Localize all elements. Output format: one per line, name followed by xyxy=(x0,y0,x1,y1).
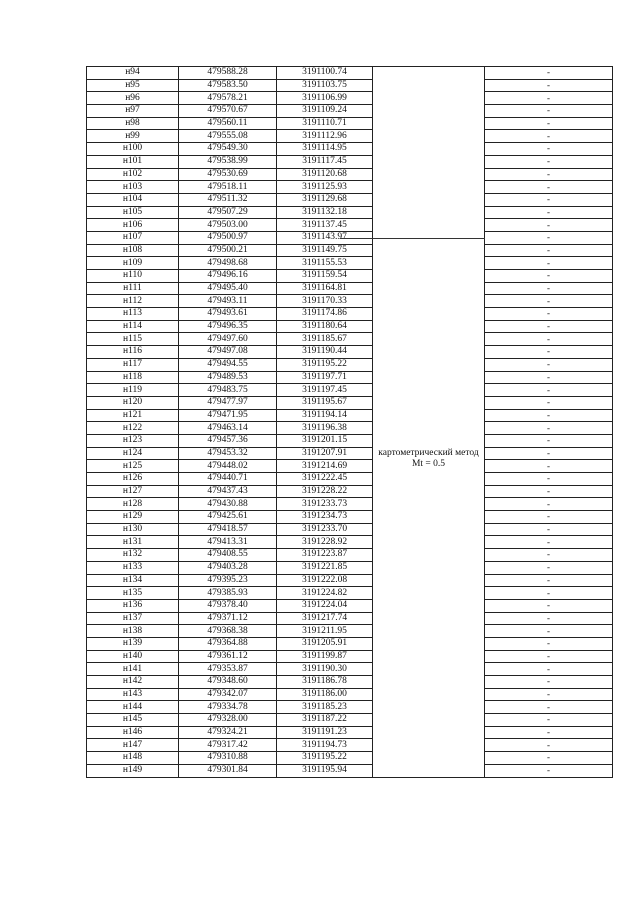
x-coordinate-cell: 479538.99 xyxy=(179,155,277,168)
x-coordinate-cell: 479583.50 xyxy=(179,79,277,92)
table-row xyxy=(87,244,613,257)
mt-value-cell: - xyxy=(485,270,613,283)
y-coordinate-cell: 3191234.73 xyxy=(277,511,373,524)
y-coordinate-cell: 3191233.70 xyxy=(277,523,373,536)
x-coordinate-cell: 479555.08 xyxy=(179,130,277,143)
coordinates-table-body xyxy=(87,67,613,778)
table-row xyxy=(87,460,613,473)
table-row xyxy=(87,358,613,371)
y-coordinate-cell: 3191103.75 xyxy=(277,79,373,92)
y-coordinate-cell: 3191170.33 xyxy=(277,295,373,308)
table-row xyxy=(87,625,613,638)
y-coordinate-cell: 3191195.22 xyxy=(277,358,373,371)
point-id-cell: н116 xyxy=(87,346,179,359)
mt-value-cell: - xyxy=(485,333,613,346)
x-coordinate-cell: 479413.31 xyxy=(179,536,277,549)
point-id-cell: н141 xyxy=(87,663,179,676)
point-id-cell: н114 xyxy=(87,320,179,333)
point-id-cell: н95 xyxy=(87,79,179,92)
table-row xyxy=(87,130,613,143)
point-id-cell: н147 xyxy=(87,739,179,752)
table-row xyxy=(87,384,613,397)
y-coordinate-cell: 3191228.22 xyxy=(277,485,373,498)
x-coordinate-cell: 479328.00 xyxy=(179,714,277,727)
table-row xyxy=(87,282,613,295)
table-row xyxy=(87,485,613,498)
mt-value-cell: - xyxy=(485,460,613,473)
point-id-cell: н134 xyxy=(87,574,179,587)
x-coordinate-cell: 479353.87 xyxy=(179,663,277,676)
table-row xyxy=(87,257,613,270)
x-coordinate-cell: 479448.02 xyxy=(179,460,277,473)
table-row xyxy=(87,333,613,346)
point-id-cell: н115 xyxy=(87,333,179,346)
mt-value-cell: - xyxy=(485,181,613,194)
table-row xyxy=(87,270,613,283)
mt-value-cell: - xyxy=(485,193,613,206)
table-row xyxy=(87,422,613,435)
mt-value-cell: - xyxy=(485,422,613,435)
y-coordinate-cell: 3191199.87 xyxy=(277,650,373,663)
mt-value-cell: - xyxy=(485,117,613,130)
point-id-cell: н149 xyxy=(87,764,179,777)
mt-value-cell: - xyxy=(485,358,613,371)
x-coordinate-cell: 479425.61 xyxy=(179,511,277,524)
y-coordinate-cell: 3191223.87 xyxy=(277,549,373,562)
point-id-cell: н136 xyxy=(87,599,179,612)
point-id-cell: н138 xyxy=(87,625,179,638)
mt-value-cell: - xyxy=(485,105,613,118)
x-coordinate-cell: 479418.57 xyxy=(179,523,277,536)
x-coordinate-cell: 479395.23 xyxy=(179,574,277,587)
table-row xyxy=(87,206,613,219)
mt-value-cell: - xyxy=(485,371,613,384)
mt-value-cell: - xyxy=(485,663,613,676)
x-coordinate-cell: 479489.53 xyxy=(179,371,277,384)
table-row xyxy=(87,143,613,156)
table-row xyxy=(87,219,613,232)
x-coordinate-cell: 479530.69 xyxy=(179,168,277,181)
mt-value-cell: - xyxy=(485,434,613,447)
x-coordinate-cell: 479408.55 xyxy=(179,549,277,562)
x-coordinate-cell: 479496.16 xyxy=(179,270,277,283)
mt-value-cell: - xyxy=(485,498,613,511)
table-row xyxy=(87,561,613,574)
x-coordinate-cell: 479301.84 xyxy=(179,764,277,777)
table-row xyxy=(87,67,613,80)
table-row xyxy=(87,79,613,92)
y-coordinate-cell: 3191117.45 xyxy=(277,155,373,168)
y-coordinate-cell: 3191195.67 xyxy=(277,396,373,409)
y-coordinate-cell: 3191211.95 xyxy=(277,625,373,638)
y-coordinate-cell: 3191100.74 xyxy=(277,67,373,80)
y-coordinate-cell: 3191197.45 xyxy=(277,384,373,397)
point-id-cell: н96 xyxy=(87,92,179,105)
mt-value-cell: - xyxy=(485,282,613,295)
y-coordinate-cell: 3191180.64 xyxy=(277,320,373,333)
x-coordinate-cell: 479368.38 xyxy=(179,625,277,638)
x-coordinate-cell: 479511.32 xyxy=(179,193,277,206)
mt-value-cell: - xyxy=(485,650,613,663)
x-coordinate-cell: 479457.36 xyxy=(179,434,277,447)
point-id-cell: н123 xyxy=(87,434,179,447)
point-id-cell: н146 xyxy=(87,726,179,739)
point-id-cell: н104 xyxy=(87,193,179,206)
table-row xyxy=(87,676,613,689)
mt-value-cell: - xyxy=(485,231,613,244)
y-coordinate-cell: 3191196.38 xyxy=(277,422,373,435)
x-coordinate-cell: 479500.21 xyxy=(179,244,277,257)
point-id-cell: н133 xyxy=(87,561,179,574)
point-id-cell: н109 xyxy=(87,257,179,270)
y-coordinate-cell: 3191233.73 xyxy=(277,498,373,511)
mt-value-cell: - xyxy=(485,764,613,777)
y-coordinate-cell: 3191191.23 xyxy=(277,726,373,739)
mt-value-cell: - xyxy=(485,523,613,536)
point-id-cell: н118 xyxy=(87,371,179,384)
table-row xyxy=(87,599,613,612)
mt-value-cell: - xyxy=(485,143,613,156)
table-row xyxy=(87,587,613,600)
table-row xyxy=(87,168,613,181)
y-coordinate-cell: 3191190.30 xyxy=(277,663,373,676)
table-row xyxy=(87,320,613,333)
table-row xyxy=(87,752,613,765)
x-coordinate-cell: 479430.88 xyxy=(179,498,277,511)
table-row xyxy=(87,346,613,359)
x-coordinate-cell: 479403.28 xyxy=(179,561,277,574)
x-coordinate-cell: 479440.71 xyxy=(179,473,277,486)
mt-value-cell: - xyxy=(485,599,613,612)
x-coordinate-cell: 479500.97 xyxy=(179,231,277,244)
point-id-cell: н119 xyxy=(87,384,179,397)
y-coordinate-cell: 3191194.14 xyxy=(277,409,373,422)
table-row xyxy=(87,409,613,422)
x-coordinate-cell: 479437.43 xyxy=(179,485,277,498)
mt-value-cell: - xyxy=(485,511,613,524)
x-coordinate-cell: 479453.32 xyxy=(179,447,277,460)
x-coordinate-cell: 479493.11 xyxy=(179,295,277,308)
mt-value-cell: - xyxy=(485,244,613,257)
y-coordinate-cell: 3191185.67 xyxy=(277,333,373,346)
mt-value-cell: - xyxy=(485,295,613,308)
point-id-cell: н144 xyxy=(87,701,179,714)
x-coordinate-cell: 479471.95 xyxy=(179,409,277,422)
y-coordinate-cell: 3191195.22 xyxy=(277,752,373,765)
table-row xyxy=(87,637,613,650)
mt-value-cell: - xyxy=(485,308,613,321)
y-coordinate-cell: 3191185.23 xyxy=(277,701,373,714)
mt-value-cell: - xyxy=(485,536,613,549)
y-coordinate-cell: 3191187.22 xyxy=(277,714,373,727)
y-coordinate-cell: 3191129.68 xyxy=(277,193,373,206)
mt-value-cell: - xyxy=(485,549,613,562)
y-coordinate-cell: 3191137.45 xyxy=(277,219,373,232)
point-id-cell: н122 xyxy=(87,422,179,435)
point-id-cell: н103 xyxy=(87,181,179,194)
point-id-cell: н148 xyxy=(87,752,179,765)
y-coordinate-cell: 3191125.93 xyxy=(277,181,373,194)
table-row xyxy=(87,688,613,701)
table-row xyxy=(87,536,613,549)
point-id-cell: н126 xyxy=(87,473,179,486)
mt-value-cell: - xyxy=(485,396,613,409)
y-coordinate-cell: 3191205.91 xyxy=(277,637,373,650)
point-id-cell: н112 xyxy=(87,295,179,308)
mt-value-cell: - xyxy=(485,130,613,143)
mt-value-cell: - xyxy=(485,257,613,270)
y-coordinate-cell: 3191112.96 xyxy=(277,130,373,143)
y-coordinate-cell: 3191186.00 xyxy=(277,688,373,701)
table-row xyxy=(87,105,613,118)
x-coordinate-cell: 479495.40 xyxy=(179,282,277,295)
mt-value-cell: - xyxy=(485,155,613,168)
point-id-cell: н97 xyxy=(87,105,179,118)
point-id-cell: н135 xyxy=(87,587,179,600)
coordinates-table xyxy=(86,66,613,778)
mt-value-cell: - xyxy=(485,714,613,727)
point-id-cell: н131 xyxy=(87,536,179,549)
table-row xyxy=(87,764,613,777)
mt-value-cell: - xyxy=(485,637,613,650)
mt-value-cell: - xyxy=(485,473,613,486)
mt-value-cell: - xyxy=(485,92,613,105)
y-coordinate-cell: 3191190.44 xyxy=(277,346,373,359)
x-coordinate-cell: 479549.30 xyxy=(179,143,277,156)
y-coordinate-cell: 3191164.81 xyxy=(277,282,373,295)
y-coordinate-cell: 3191207.91 xyxy=(277,447,373,460)
x-coordinate-cell: 479371.12 xyxy=(179,612,277,625)
mt-value-cell: - xyxy=(485,447,613,460)
x-coordinate-cell: 479494.55 xyxy=(179,358,277,371)
x-coordinate-cell: 479496.35 xyxy=(179,320,277,333)
point-id-cell: н132 xyxy=(87,549,179,562)
table-row xyxy=(87,308,613,321)
y-coordinate-cell: 3191143.97 xyxy=(277,231,373,244)
x-coordinate-cell: 479483.75 xyxy=(179,384,277,397)
y-coordinate-cell: 3191221.85 xyxy=(277,561,373,574)
point-id-cell: н94 xyxy=(87,67,179,80)
point-id-cell: н106 xyxy=(87,219,179,232)
x-coordinate-cell: 479364.88 xyxy=(179,637,277,650)
x-coordinate-cell: 479378.40 xyxy=(179,599,277,612)
y-coordinate-cell: 3191159.54 xyxy=(277,270,373,283)
mt-value-cell: - xyxy=(485,320,613,333)
mt-value-cell: - xyxy=(485,67,613,80)
y-coordinate-cell: 3191149.75 xyxy=(277,244,373,257)
table-row xyxy=(87,726,613,739)
point-id-cell: н139 xyxy=(87,637,179,650)
table-row xyxy=(87,714,613,727)
stray-line xyxy=(340,238,485,239)
x-coordinate-cell: 479385.93 xyxy=(179,587,277,600)
x-coordinate-cell: 479463.14 xyxy=(179,422,277,435)
mt-value-cell: - xyxy=(485,587,613,600)
x-coordinate-cell: 479497.08 xyxy=(179,346,277,359)
x-coordinate-cell: 479334.78 xyxy=(179,701,277,714)
table-row xyxy=(87,155,613,168)
point-id-cell: н145 xyxy=(87,714,179,727)
point-id-cell: н98 xyxy=(87,117,179,130)
mt-value-cell: - xyxy=(485,409,613,422)
point-id-cell: н101 xyxy=(87,155,179,168)
point-id-cell: н124 xyxy=(87,447,179,460)
point-id-cell: н107 xyxy=(87,231,179,244)
mt-value-cell: - xyxy=(485,485,613,498)
y-coordinate-cell: 3191155.53 xyxy=(277,257,373,270)
mt-value-cell: - xyxy=(485,346,613,359)
mt-value-cell: - xyxy=(485,612,613,625)
y-coordinate-cell: 3191114.95 xyxy=(277,143,373,156)
table-row xyxy=(87,295,613,308)
point-id-cell: н130 xyxy=(87,523,179,536)
table-row xyxy=(87,663,613,676)
table-row xyxy=(87,498,613,511)
point-id-cell: н111 xyxy=(87,282,179,295)
y-coordinate-cell: 3191214.69 xyxy=(277,460,373,473)
table-row xyxy=(87,396,613,409)
mt-value-cell: - xyxy=(485,219,613,232)
table-row xyxy=(87,574,613,587)
table-row xyxy=(87,511,613,524)
y-coordinate-cell: 3191109.24 xyxy=(277,105,373,118)
x-coordinate-cell: 479324.21 xyxy=(179,726,277,739)
mt-value-cell: - xyxy=(485,574,613,587)
point-id-cell: н142 xyxy=(87,676,179,689)
point-id-cell: н120 xyxy=(87,396,179,409)
y-coordinate-cell: 3191222.45 xyxy=(277,473,373,486)
point-id-cell: н129 xyxy=(87,511,179,524)
mt-value-cell: - xyxy=(485,168,613,181)
mt-value-cell: - xyxy=(485,688,613,701)
table-row xyxy=(87,92,613,105)
y-coordinate-cell: 3191228.92 xyxy=(277,536,373,549)
table-row xyxy=(87,447,613,460)
point-id-cell: н105 xyxy=(87,206,179,219)
x-coordinate-cell: 479497.60 xyxy=(179,333,277,346)
point-id-cell: н121 xyxy=(87,409,179,422)
y-coordinate-cell: 3191224.82 xyxy=(277,587,373,600)
x-coordinate-cell: 479570.67 xyxy=(179,105,277,118)
table-row xyxy=(87,434,613,447)
x-coordinate-cell: 479317.42 xyxy=(179,739,277,752)
point-id-cell: н143 xyxy=(87,688,179,701)
x-coordinate-cell: 479477.97 xyxy=(179,396,277,409)
y-coordinate-cell: 3191106.99 xyxy=(277,92,373,105)
x-coordinate-cell: 479310.88 xyxy=(179,752,277,765)
y-coordinate-cell: 3191224.04 xyxy=(277,599,373,612)
mt-value-cell: - xyxy=(485,701,613,714)
mt-value-cell: - xyxy=(485,739,613,752)
x-coordinate-cell: 479507.29 xyxy=(179,206,277,219)
point-id-cell: н137 xyxy=(87,612,179,625)
y-coordinate-cell: 3191110.71 xyxy=(277,117,373,130)
mt-value-cell: - xyxy=(485,752,613,765)
point-id-cell: н140 xyxy=(87,650,179,663)
y-coordinate-cell: 3191132.18 xyxy=(277,206,373,219)
x-coordinate-cell: 479493.61 xyxy=(179,308,277,321)
x-coordinate-cell: 479342.07 xyxy=(179,688,277,701)
method-cell: картометрический метод Mt = 0.5 xyxy=(373,67,485,778)
mt-value-cell: - xyxy=(485,561,613,574)
point-id-cell: н102 xyxy=(87,168,179,181)
x-coordinate-cell: 479361.12 xyxy=(179,650,277,663)
table-row xyxy=(87,117,613,130)
table-row xyxy=(87,473,613,486)
table-row xyxy=(87,193,613,206)
table-row xyxy=(87,523,613,536)
point-id-cell: н117 xyxy=(87,358,179,371)
y-coordinate-cell: 3191174.86 xyxy=(277,308,373,321)
table-row xyxy=(87,739,613,752)
y-coordinate-cell: 3191186.78 xyxy=(277,676,373,689)
point-id-cell: н127 xyxy=(87,485,179,498)
x-coordinate-cell: 479503.00 xyxy=(179,219,277,232)
mt-value-cell: - xyxy=(485,676,613,689)
y-coordinate-cell: 3191197.71 xyxy=(277,371,373,384)
y-coordinate-cell: 3191195.94 xyxy=(277,764,373,777)
x-coordinate-cell: 479498.68 xyxy=(179,257,277,270)
mt-value-cell: - xyxy=(485,726,613,739)
y-coordinate-cell: 3191194.73 xyxy=(277,739,373,752)
table-row xyxy=(87,650,613,663)
table-row xyxy=(87,371,613,384)
y-coordinate-cell: 3191120.68 xyxy=(277,168,373,181)
point-id-cell: н108 xyxy=(87,244,179,257)
point-id-cell: н100 xyxy=(87,143,179,156)
point-id-cell: н113 xyxy=(87,308,179,321)
table-row xyxy=(87,181,613,194)
y-coordinate-cell: 3191222.08 xyxy=(277,574,373,587)
point-id-cell: н110 xyxy=(87,270,179,283)
point-id-cell: н99 xyxy=(87,130,179,143)
table-row xyxy=(87,612,613,625)
mt-value-cell: - xyxy=(485,206,613,219)
y-coordinate-cell: 3191201.15 xyxy=(277,434,373,447)
mt-value-cell: - xyxy=(485,625,613,638)
table-row xyxy=(87,549,613,562)
x-coordinate-cell: 479560.11 xyxy=(179,117,277,130)
point-id-cell: н125 xyxy=(87,460,179,473)
x-coordinate-cell: 479518.11 xyxy=(179,181,277,194)
point-id-cell: н128 xyxy=(87,498,179,511)
table-row xyxy=(87,701,613,714)
mt-value-cell: - xyxy=(485,79,613,92)
x-coordinate-cell: 479578.21 xyxy=(179,92,277,105)
y-coordinate-cell: 3191217.74 xyxy=(277,612,373,625)
mt-value-cell: - xyxy=(485,384,613,397)
x-coordinate-cell: 479588.28 xyxy=(179,67,277,80)
x-coordinate-cell: 479348.60 xyxy=(179,676,277,689)
